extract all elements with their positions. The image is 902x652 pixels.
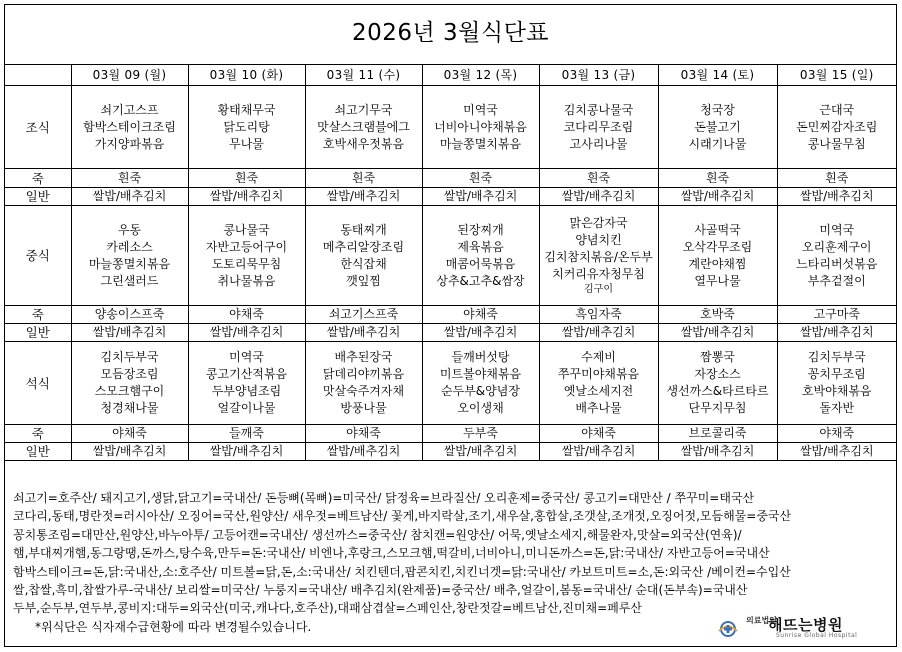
dish-item: 방풍나물: [340, 401, 387, 415]
menu-cell: [777, 86, 896, 169]
regular-cell: 쌀밥/배추김치: [777, 443, 896, 461]
menu-sheet: [4, 4, 897, 647]
porridge-cell: 야채죽: [777, 425, 896, 443]
dinner-porridge-row: [5, 425, 896, 443]
dish-item: 김치참치볶음/온두부: [544, 250, 653, 264]
menu-cell: [305, 342, 422, 425]
porridge-cell: 흰죽: [188, 169, 305, 188]
regular-label: 일반: [5, 324, 71, 342]
porridge-cell: 야채죽: [422, 306, 539, 324]
dish-item: 닭데리야끼볶음: [322, 367, 405, 381]
dish-item: 수제비: [581, 350, 616, 364]
porridge-cell: 흰죽: [658, 169, 777, 188]
menu-cell: [422, 342, 539, 425]
menu-cell: [658, 206, 777, 306]
regular-cell: 쌀밥/배추김치: [658, 324, 777, 342]
regular-cell: 쌀밥/배추김치: [188, 324, 305, 342]
porridge-cell: 야채죽: [539, 425, 658, 443]
dish-item: 마늘쫑멸치볶음: [439, 136, 522, 151]
porridge-cell: 야채죽: [71, 425, 188, 443]
logo-hospital-name: 해뜨는병원: [768, 616, 843, 634]
regular-cell: 쌀밥/배추김치: [539, 324, 658, 342]
date-header-cell: 03월 11 (수): [305, 65, 422, 86]
dinner-regular-row: [5, 443, 896, 461]
dish-item: 상추&고추&쌈장: [436, 273, 525, 288]
breakfast-dish-row: [5, 86, 896, 169]
porridge-cell: 두부죽: [422, 425, 539, 443]
dish-item: 돈불고기: [694, 119, 741, 134]
dish-item: 미역국: [463, 102, 498, 117]
regular-label: 일반: [5, 443, 71, 461]
menu-cell: [305, 86, 422, 169]
dish-item: 배추나물: [575, 401, 622, 415]
regular-cell: 쌀밥/배추김치: [539, 443, 658, 461]
dish-item: 열무나물: [694, 273, 741, 288]
dish-item: 동태찌개: [340, 222, 387, 237]
lunch-regular-row: [5, 324, 896, 342]
dish-item: 자반고등어구이: [205, 239, 288, 254]
regular-cell: 쌀밥/배추김치: [658, 188, 777, 206]
porridge-cell: 흑임자죽: [539, 306, 658, 324]
dish-item: 된장찌개: [457, 222, 504, 237]
dish-item: 고사리나물: [569, 136, 628, 151]
regular-label: 일반: [5, 188, 71, 206]
dinner-label: 석식: [5, 342, 71, 425]
dish-item: 황태채무국: [217, 102, 276, 117]
dish-item: 짬뽕국: [700, 350, 735, 364]
dish-item: 호박야채볶음: [801, 384, 872, 398]
porridge-cell: 쇠고기스프죽: [305, 306, 422, 324]
regular-cell: 쌀밥/배추김치: [422, 324, 539, 342]
origin-note-line: 쇠고기=호주산/ 돼지고기,생닭,닭고기=국내산/ 돈등뼈(목뼈)=미국산/ 닭정육=브라질산/ 오리훈제=중국산/ 콩고기=대만산 / 쭈꾸미=태국산: [13, 491, 755, 505]
dish-item: 청경채나물: [100, 401, 159, 415]
dish-item: 그린샐러드: [100, 273, 159, 288]
menu-cell: [188, 86, 305, 169]
dish-item: 메추리알장조림: [322, 239, 405, 254]
dish-item: 마늘쫑멸치볶음: [88, 256, 171, 271]
menu-cell: [71, 206, 188, 306]
porridge-cell: 흰죽: [305, 169, 422, 188]
dish-item: 맑은감자국: [569, 216, 628, 230]
menu-cell: [658, 342, 777, 425]
date-header-cell: 03월 10 (화): [188, 65, 305, 86]
dish-item: 배추된장국: [334, 350, 393, 364]
dish-item: 모듬장조림: [100, 367, 159, 381]
dish-item: 콩나물국: [223, 222, 270, 237]
menu-cell: [188, 206, 305, 306]
porridge-label: 죽: [5, 306, 71, 324]
dish-item: 미역국: [229, 350, 264, 364]
origin-note-line: 쌀,찹쌀,흑미,찹쌀가루-국내산/ 보리쌀=미국산/ 누룽지=국내산/ 배추김치(완제품)=중국산/ 배추,얼갈이,봄동=국내산/ 순대(돈부속)=국내산: [13, 583, 748, 598]
date-header-cell: 03월 14 (토): [658, 65, 777, 86]
menu-cell: [71, 86, 188, 169]
dish-item: 깻잎찜: [346, 273, 381, 288]
regular-cell: 쌀밥/배추김치: [71, 443, 188, 461]
dish-item: 너비아니야채볶음: [434, 119, 527, 134]
dish-item: 양념치킨: [575, 233, 622, 247]
dish-item: 가지양파볶음: [94, 136, 165, 151]
menu-cell: [777, 342, 896, 425]
page-title: 2026년 3월식단표: [351, 20, 550, 46]
menu-cell: [305, 206, 422, 306]
porridge-label: 죽: [5, 425, 71, 443]
regular-cell: 쌀밥/배추김치: [188, 188, 305, 206]
regular-cell: 쌀밥/배추김치: [539, 188, 658, 206]
regular-cell: 쌀밥/배추김치: [305, 443, 422, 461]
regular-cell: 쌀밥/배추김치: [777, 188, 896, 206]
menu-cell: [188, 342, 305, 425]
dish-item: 쭈꾸미야채볶음: [557, 367, 640, 381]
dish-item: 코다리무조림: [563, 119, 634, 134]
dish-extra-item: 김구이: [584, 284, 613, 295]
dish-item: 쇠기고스프: [100, 102, 159, 117]
regular-cell: 쌀밥/배추김치: [658, 443, 777, 461]
lunch-porridge-row: [5, 306, 896, 324]
dish-item: 청국장: [700, 102, 735, 117]
dish-item: 자장소스: [694, 367, 741, 381]
origin-note-line: 코다리,동태,명란젓=러시아산/ 오징어=국산,원양산/ 새우젓=베트남산/ 꽃게,바지락살,조기,새우살,홍합살,조갯살,조개젓,오징어젓,모듬해물=중국산: [13, 509, 792, 524]
origin-note-line: 함박스테이크=돈,닭:국내산,소:호주산/ 미트볼=닭,돈,소:국내산/ 치킨텐더,팝콘치킨,치킨너겟=닭:국내산/ 카보트미트=소,돈:외국산 /베이컨=수입산: [13, 564, 791, 579]
dish-item: 치커리유자청무침: [552, 267, 645, 281]
dish-item: 생선까스&타르타르: [666, 384, 769, 398]
dish-item: 김치두부국: [100, 350, 159, 364]
regular-cell: 쌀밥/배추김치: [305, 324, 422, 342]
menu-cell: [777, 206, 896, 306]
porridge-label: 죽: [5, 169, 71, 188]
date-header-cell: 03월 15 (일): [777, 65, 896, 86]
dish-item: 한식잡채: [340, 256, 387, 271]
date-header-cell: 03월 09 (월): [71, 65, 188, 86]
dish-item: 우동: [117, 222, 142, 237]
logo-subtitle: Sunrise Global Hospital: [776, 632, 858, 639]
date-header-row: [5, 65, 896, 86]
dish-item: 콩나물무침: [807, 136, 866, 151]
dish-item: 계란야채찜: [688, 256, 747, 271]
porridge-cell: 양송이스프죽: [71, 306, 188, 324]
porridge-cell: 흰죽: [777, 169, 896, 188]
porridge-cell: 호박죽: [658, 306, 777, 324]
corner-cell: [5, 65, 71, 86]
menu-cell: [422, 86, 539, 169]
menu-cell: [422, 206, 539, 306]
origin-note-line: 두부,순두부,연두부,콩비지:대두=외국산(미국,캐나다,호주산),대패삼겹살=스페인산,창란젓갈=베트남산,진미채=페루산: [13, 601, 642, 616]
regular-cell: 쌀밥/배추김치: [422, 443, 539, 461]
dish-item: 제육볶음: [457, 239, 504, 254]
dish-item: 옛날소세지전: [563, 384, 634, 398]
dish-item: 맛살스크램블에그: [317, 119, 410, 134]
lunch-dish-row: [5, 206, 896, 306]
breakfast-regular-row: [5, 188, 896, 206]
dinner-dish-row: [5, 342, 896, 425]
dish-item: 느타리버섯볶음: [796, 256, 878, 271]
porridge-cell: 흰죽: [422, 169, 539, 188]
dish-item: 함박스테이크조림: [83, 119, 176, 134]
regular-cell: 쌀밥/배추김치: [777, 324, 896, 342]
dish-item: 두부양념조림: [211, 384, 282, 398]
logo-corp-label: 의료법인: [746, 616, 777, 625]
porridge-cell: 흰죽: [539, 169, 658, 188]
disclaimer-text: *위식단은 식자재수급현황에 따라 변경될수있습니다.: [35, 619, 312, 634]
origin-note-line: 햄,부대찌개햄,동그랑땡,돈까스,탕수육,만두=돈:국내산/ 비엔나,후랑크,스모크햄,떡갈비,너비아니,미니돈까스=돈,닭:국내산/ 자반고등어=국내산: [13, 546, 770, 561]
breakfast-porridge-row: [5, 169, 896, 188]
menu-table-body: [5, 65, 896, 461]
regular-cell: 쌀밥/배추김치: [188, 443, 305, 461]
dish-item: 호박새우젓볶음: [322, 136, 405, 151]
dish-item: 김치두부국: [807, 350, 866, 364]
menu-cell: [539, 342, 658, 425]
menu-cell: [71, 342, 188, 425]
porridge-cell: 야채죽: [188, 306, 305, 324]
date-header-cell: 03월 13 (금): [539, 65, 658, 86]
regular-cell: 쌀밥/배추김치: [71, 188, 188, 206]
dish-item: 미역국: [819, 222, 855, 237]
menu-cell: [539, 206, 658, 306]
weekly-menu-table: [5, 64, 896, 461]
dish-item: 돌자반: [819, 401, 855, 415]
sunrise-emblem-icon: [716, 616, 740, 638]
date-header-cell: 03월 12 (목): [422, 65, 539, 86]
dish-item: 돈민찌감자조림: [796, 119, 878, 134]
dish-item: 사골떡국: [694, 222, 741, 237]
dish-item: 쇠고기무국: [334, 102, 393, 117]
porridge-cell: 들깨죽: [188, 425, 305, 443]
dish-item: 닭도리탕: [223, 119, 270, 134]
breakfast-label: 조식: [5, 86, 71, 169]
porridge-cell: 브로콜리죽: [658, 425, 777, 443]
dish-item: 근대국: [819, 102, 855, 117]
origin-note-line: 꽁치통조림=대만산,원양산,바누아투/ 고등어캔=국내산/ 생선까스=중국산/ 참치캔=원양산/ 어묵,옛날소세지,해물완자,맛살=외국산(연육)/: [13, 527, 742, 542]
regular-cell: 쌀밥/배추김치: [71, 324, 188, 342]
dish-item: 도토리묵무침: [211, 256, 282, 271]
dish-item: 매콤어묵볶음: [445, 256, 516, 271]
dish-item: 부추겉절이: [807, 273, 866, 288]
dish-item: 꽁치무조림: [807, 367, 866, 381]
hospital-logo: [716, 614, 886, 640]
dish-item: 카레소스: [106, 239, 153, 254]
regular-cell: 쌀밥/배추김치: [422, 188, 539, 206]
dish-item: 순두부&양념장: [441, 384, 520, 398]
lunch-label: 중식: [5, 206, 71, 306]
regular-cell: 쌀밥/배추김치: [305, 188, 422, 206]
dish-item: 오리훈제구이: [801, 239, 872, 254]
dish-item: 맛살숙주겨자채: [322, 384, 405, 398]
porridge-cell: 고구마죽: [777, 306, 896, 324]
menu-cell: [658, 86, 777, 169]
dish-item: 콩고기산적볶음: [205, 367, 288, 381]
dish-item: 들깨버섯탕: [451, 350, 510, 364]
dish-item: 시래기나물: [688, 136, 747, 151]
porridge-cell: 흰죽: [71, 169, 188, 188]
dish-item: 스모크햄구이: [94, 384, 165, 398]
dish-item: 무나물: [229, 136, 264, 151]
dish-item: 얼갈이나물: [217, 401, 276, 415]
dish-item: 취나물볶음: [217, 273, 276, 288]
menu-cell: [539, 86, 658, 169]
porridge-cell: 야채죽: [305, 425, 422, 443]
dish-item: 오삭각무조림: [682, 239, 753, 254]
dish-item: 미트볼야채볶음: [439, 367, 522, 381]
dish-item: 단무지무침: [688, 401, 747, 415]
dish-item: 김치콩나물국: [563, 102, 634, 117]
dish-item: 오이생채: [457, 401, 504, 415]
